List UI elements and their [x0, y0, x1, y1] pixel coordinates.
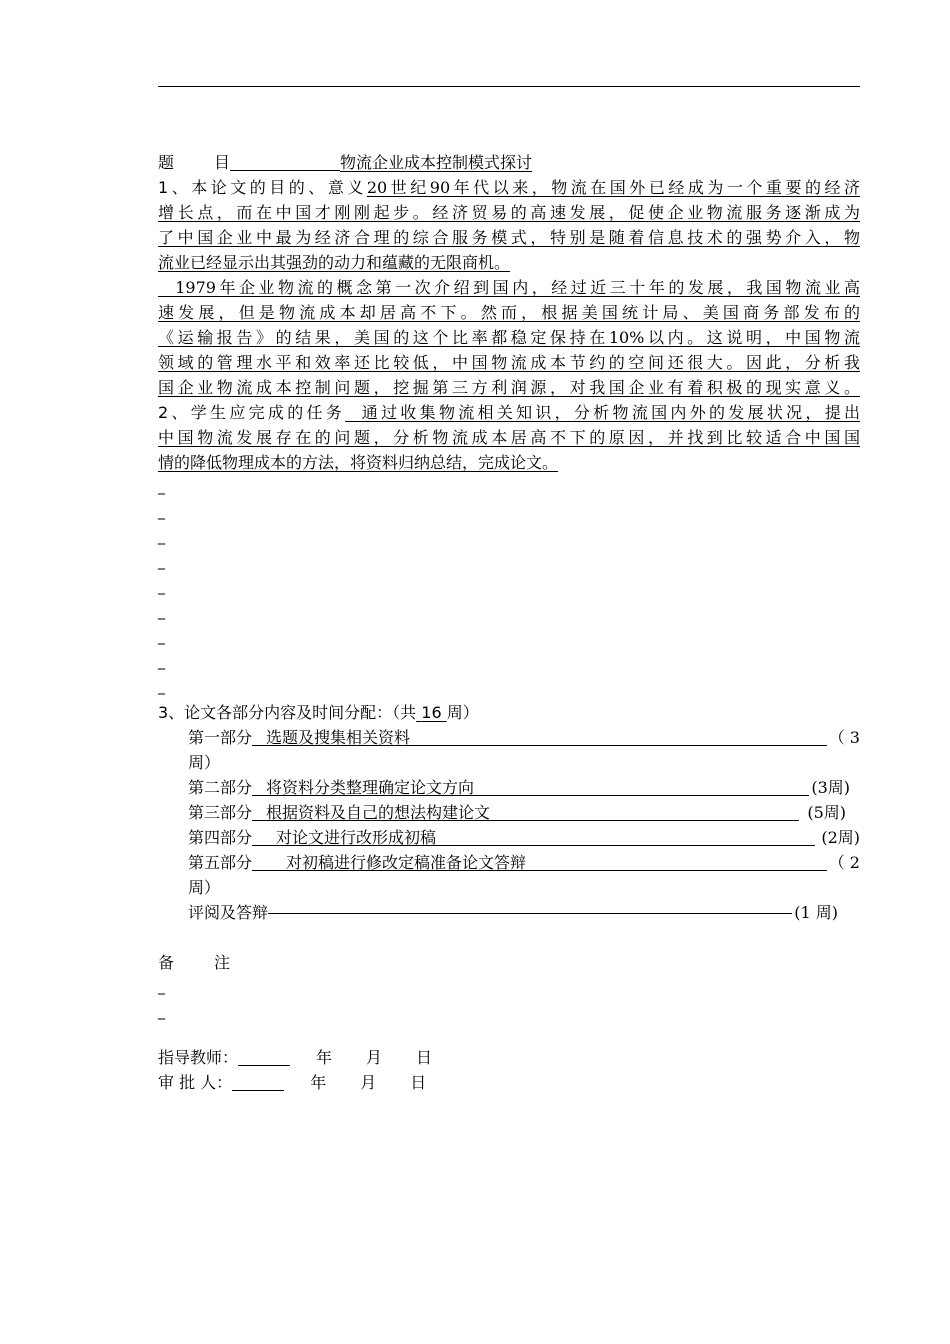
part-weeks-wrap: 周）	[188, 753, 221, 772]
part-content: 对论文进行改形成初稿	[252, 825, 817, 850]
section1-first-line	[158, 175, 860, 200]
section1-text-line: 20世纪90年代以来，物流在国外已经成为一个重要的经济	[366, 178, 860, 197]
section1-text-line: 流业已经显示出其强劲的动力和蕴藏的无限商机。	[158, 253, 511, 272]
blank-mark: _	[158, 554, 165, 570]
section2-label: 2、学生应完成的任务	[158, 403, 346, 422]
section1-text-line: 了中国企业中最为经济合理的综合服务模式，特别是随着信息技术的强势介入，物	[158, 228, 860, 247]
section1-text-line: 速发展，但是物流成本却居高不下。然而，根据美国统计局、美国商务部发布的	[158, 303, 860, 322]
part-weeks: (5周)	[807, 803, 846, 822]
section1-label: 1、本论文的目的、意义	[158, 178, 367, 197]
title-underline	[230, 152, 340, 171]
part-label: 第二部分	[188, 778, 253, 797]
signature-row-approver: 审 批 人： 年 月 日	[158, 1073, 427, 1092]
section1-text-line: 国企业物流成本控制问题，挖掘第三方利润源，对我国企业有着积极的现实意义。	[158, 378, 860, 397]
part-weeks: （ 2	[828, 853, 860, 872]
part-row	[188, 725, 860, 750]
section1-text-line: 《运输报告》的结果，美国的这个比率都稳定保持在10%以内。这说明，中国物流	[158, 328, 860, 347]
blank-mark: _	[158, 979, 165, 995]
notes-label-2: 注	[214, 953, 231, 972]
part-weeks: （ 3	[828, 728, 860, 747]
signature-label: 审 批 人：	[158, 1073, 233, 1092]
blank-mark: _	[158, 654, 165, 670]
part-label: 第三部分	[188, 803, 253, 822]
part-weeks: (3周)	[811, 778, 850, 797]
blank-mark: _	[158, 1004, 165, 1020]
section2-first-line	[158, 400, 860, 425]
section2-text-line: 通过收集物流相关知识，分析物流国内外的发展状况，提出	[345, 403, 860, 422]
part-weeks-wrap: 周）	[188, 878, 221, 897]
part-row	[188, 825, 860, 850]
thesis-title: 物流企业成本控制模式探讨	[340, 153, 533, 172]
part-content: 选题及搜集相关资料	[252, 725, 829, 750]
blank-mark: _	[158, 579, 165, 595]
blank-mark: _	[158, 479, 165, 495]
title-row	[158, 150, 860, 175]
part-content: 根据资料及自己的想法构建论文	[252, 800, 801, 825]
section1-text-line: 增长点，而在中国才刚刚起步。经济贸易的高速发展，促使企业物流服务逐渐成为	[158, 203, 860, 222]
signature-label: 指导教师：	[158, 1048, 239, 1067]
review-weeks: (1 周)	[794, 903, 838, 922]
part-weeks: (2周)	[821, 828, 860, 847]
part-row	[188, 775, 860, 800]
signature-blank	[238, 1049, 290, 1066]
blank-mark: _	[158, 629, 165, 645]
section2-text-line: 中国物流发展存在的问题，分析物流成本居高不下的原因，并找到比较适合中国国	[158, 428, 860, 447]
part-label: 第四部分	[188, 828, 253, 847]
review-row	[188, 900, 838, 925]
blank-mark: _	[158, 604, 165, 620]
signature-row-advisor: 指导教师： 年 月 日	[158, 1048, 433, 1067]
section1-text-line: 1979年企业物流的概念第一次介绍到国内，经过近三十年的发展，我国物流业高	[158, 278, 860, 297]
part-row	[188, 850, 860, 875]
review-label: 评阅及答辩	[188, 903, 269, 922]
total-weeks: 16	[421, 703, 442, 722]
signature-blank	[232, 1074, 284, 1091]
part-label: 第一部分	[188, 728, 253, 747]
section1-text-line: 领域的管理水平和效率还比较低，中国物流成本节约的空间还很大。因此，分析我	[158, 353, 860, 372]
part-content: 对初稿进行修改定稿准备论文答辩	[252, 850, 829, 875]
task-form	[158, 150, 860, 1095]
title-label-2: 目	[214, 153, 231, 172]
blank-mark: _	[158, 504, 165, 520]
blank-mark: _	[158, 529, 165, 545]
part-content: 将资料分类整理确定论文方向	[252, 775, 811, 800]
part-row	[188, 800, 860, 825]
blank-mark: _	[158, 679, 165, 695]
parts-list	[158, 725, 860, 925]
header-rule	[158, 86, 860, 87]
notes-heading	[158, 950, 860, 975]
title-label-1: 题	[158, 153, 175, 172]
part-label: 第五部分	[188, 853, 253, 872]
notes-label-1: 备	[158, 953, 175, 972]
section3-heading: 3、论文各部分内容及时间分配：（共 16 周）	[158, 703, 479, 722]
section2-text-line: 情的降低物理成本的方法，将资料归纳总结，完成论文。	[158, 453, 559, 472]
